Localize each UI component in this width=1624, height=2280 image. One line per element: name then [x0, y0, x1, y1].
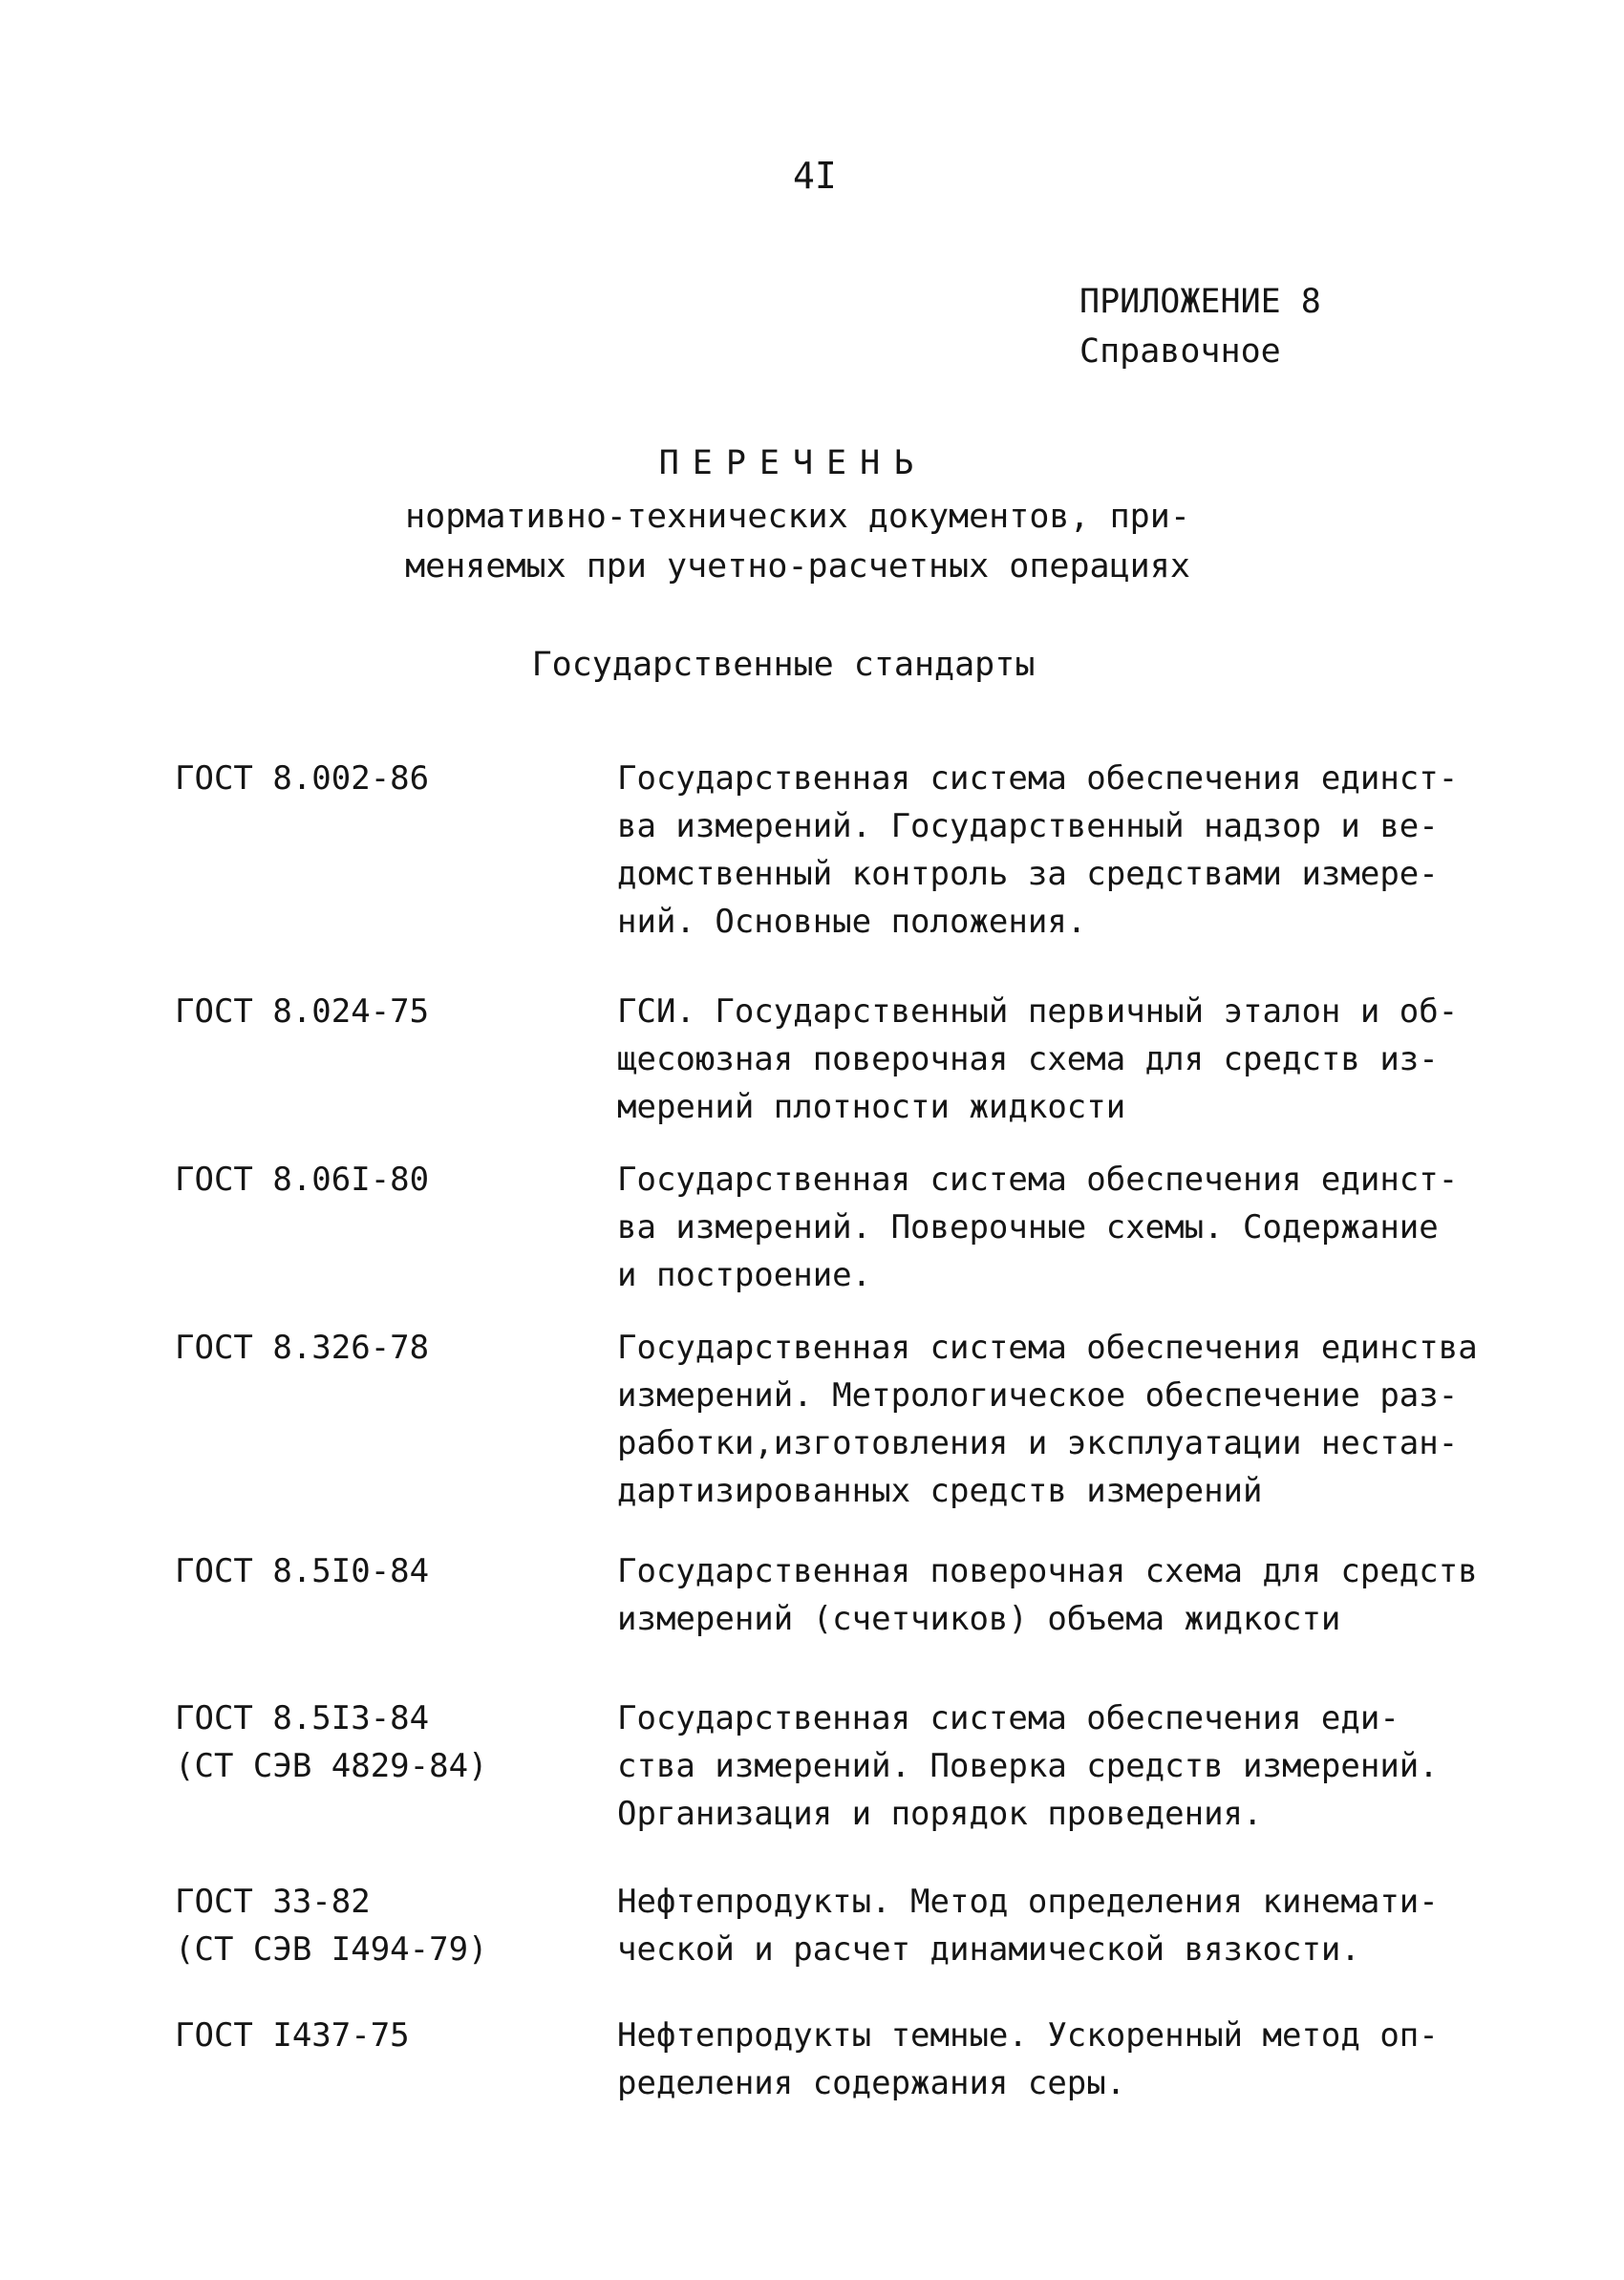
document-code-line: ГОСТ 33-82: [175, 1883, 371, 1921]
document-description: [617, 755, 1477, 946]
document-code: [175, 1324, 429, 1372]
document-code-line: ГОСТ 8.5I3-84: [175, 1699, 430, 1737]
document-description-line: ва измерений. Поверочные схемы. Содержание: [617, 1208, 1439, 1247]
document-code: [175, 1694, 488, 1790]
document-code: [175, 988, 429, 1035]
document-code-line: (СТ СЭВ I494-79): [175, 1930, 488, 1969]
document-description-line: ческой и расчет динамической вязкости.: [617, 1930, 1360, 1969]
document-subtitle-line-2: меняемых при учетно-расчетных операциях: [405, 547, 1190, 586]
document-description-line: Нефтепродукты. Метод определения кинемати-: [617, 1883, 1439, 1921]
document-description-line: Государственная система обеспечения единст-: [617, 1161, 1459, 1199]
appendix-kind: Справочное: [1079, 332, 1281, 371]
document-description: [617, 988, 1477, 1131]
document-code: [175, 2012, 410, 2059]
document-description-line: измерений (счетчиков) объема жидкости: [617, 1600, 1341, 1638]
document-description-line: ства измерений. Поверка средств измерений.: [617, 1747, 1439, 1785]
document-description-line: Государственная система обеспечения единст-: [617, 759, 1459, 798]
document-description-line: Государственная поверочная схема для средств: [617, 1552, 1478, 1590]
document-code: [175, 1547, 429, 1595]
page-number: 4I: [793, 155, 837, 197]
document-description-line: домственный контроль за средствами измере-: [617, 855, 1439, 893]
document-code-line: ГОСТ 8.002-86: [175, 759, 430, 798]
document-description-line: ределения содержания серы.: [617, 2064, 1126, 2102]
document-code-line: ГОСТ 8.06I-80: [175, 1161, 430, 1199]
document-heading: ПЕРЕЧЕНЬ: [658, 444, 928, 482]
document-description: [617, 1694, 1477, 1838]
document-description-line: Государственная система обеспечения единства: [617, 1329, 1478, 1367]
document-code-line: ГОСТ 8.5I0-84: [175, 1552, 430, 1590]
document-description-line: ва измерений. Государственный надзор и ве-: [617, 807, 1439, 845]
document-description-line: щесоюзная поверочная схема для средств из-: [617, 1040, 1439, 1078]
document-code: [175, 1156, 429, 1204]
document-description-line: и построение.: [617, 1256, 872, 1294]
document-code-line: ГОСТ 8.326-78: [175, 1329, 430, 1367]
document-subtitle-line-1: нормативно-технических документов, при-: [405, 498, 1190, 536]
document-description: [617, 1547, 1477, 1643]
document-description-line: Государственная система обеспечения еди-: [617, 1699, 1400, 1737]
document-description: [617, 1878, 1477, 1973]
document-description-line: мерений плотности жидкости: [617, 1088, 1126, 1126]
appendix-label: ПРИЛОЖЕНИЕ 8: [1079, 283, 1321, 321]
document-description-line: работки,изготовления и эксплуатации нестан-: [617, 1424, 1459, 1462]
document-description-line: Организация и порядок проведения.: [617, 1795, 1263, 1833]
document-code: [175, 755, 429, 802]
document-description-line: ний. Основные положения.: [617, 903, 1087, 941]
document-description-line: дартизированных средств измерений: [617, 1472, 1263, 1510]
document-description-line: измерений. Метрологическое обеспечение раз-: [617, 1376, 1459, 1415]
document-description: [617, 2012, 1477, 2107]
document-description-line: Нефтепродукты темные. Ускоренный метод оп-: [617, 2016, 1439, 2055]
document-code-line: (СТ СЭВ 4829-84): [175, 1747, 488, 1785]
document-code: [175, 1878, 488, 1973]
title-block: [0, 435, 1624, 591]
document-code-line: ГОСТ 8.024-75: [175, 992, 430, 1031]
section-heading: Государственные стандарты: [531, 646, 1036, 684]
appendix-block: [1079, 277, 1321, 376]
document-description: [617, 1324, 1477, 1515]
document-code-line: ГОСТ I437-75: [175, 2016, 410, 2055]
document-description: [617, 1156, 1477, 1299]
document-description-line: ГСИ. Государственный первичный эталон и об-: [617, 992, 1459, 1031]
